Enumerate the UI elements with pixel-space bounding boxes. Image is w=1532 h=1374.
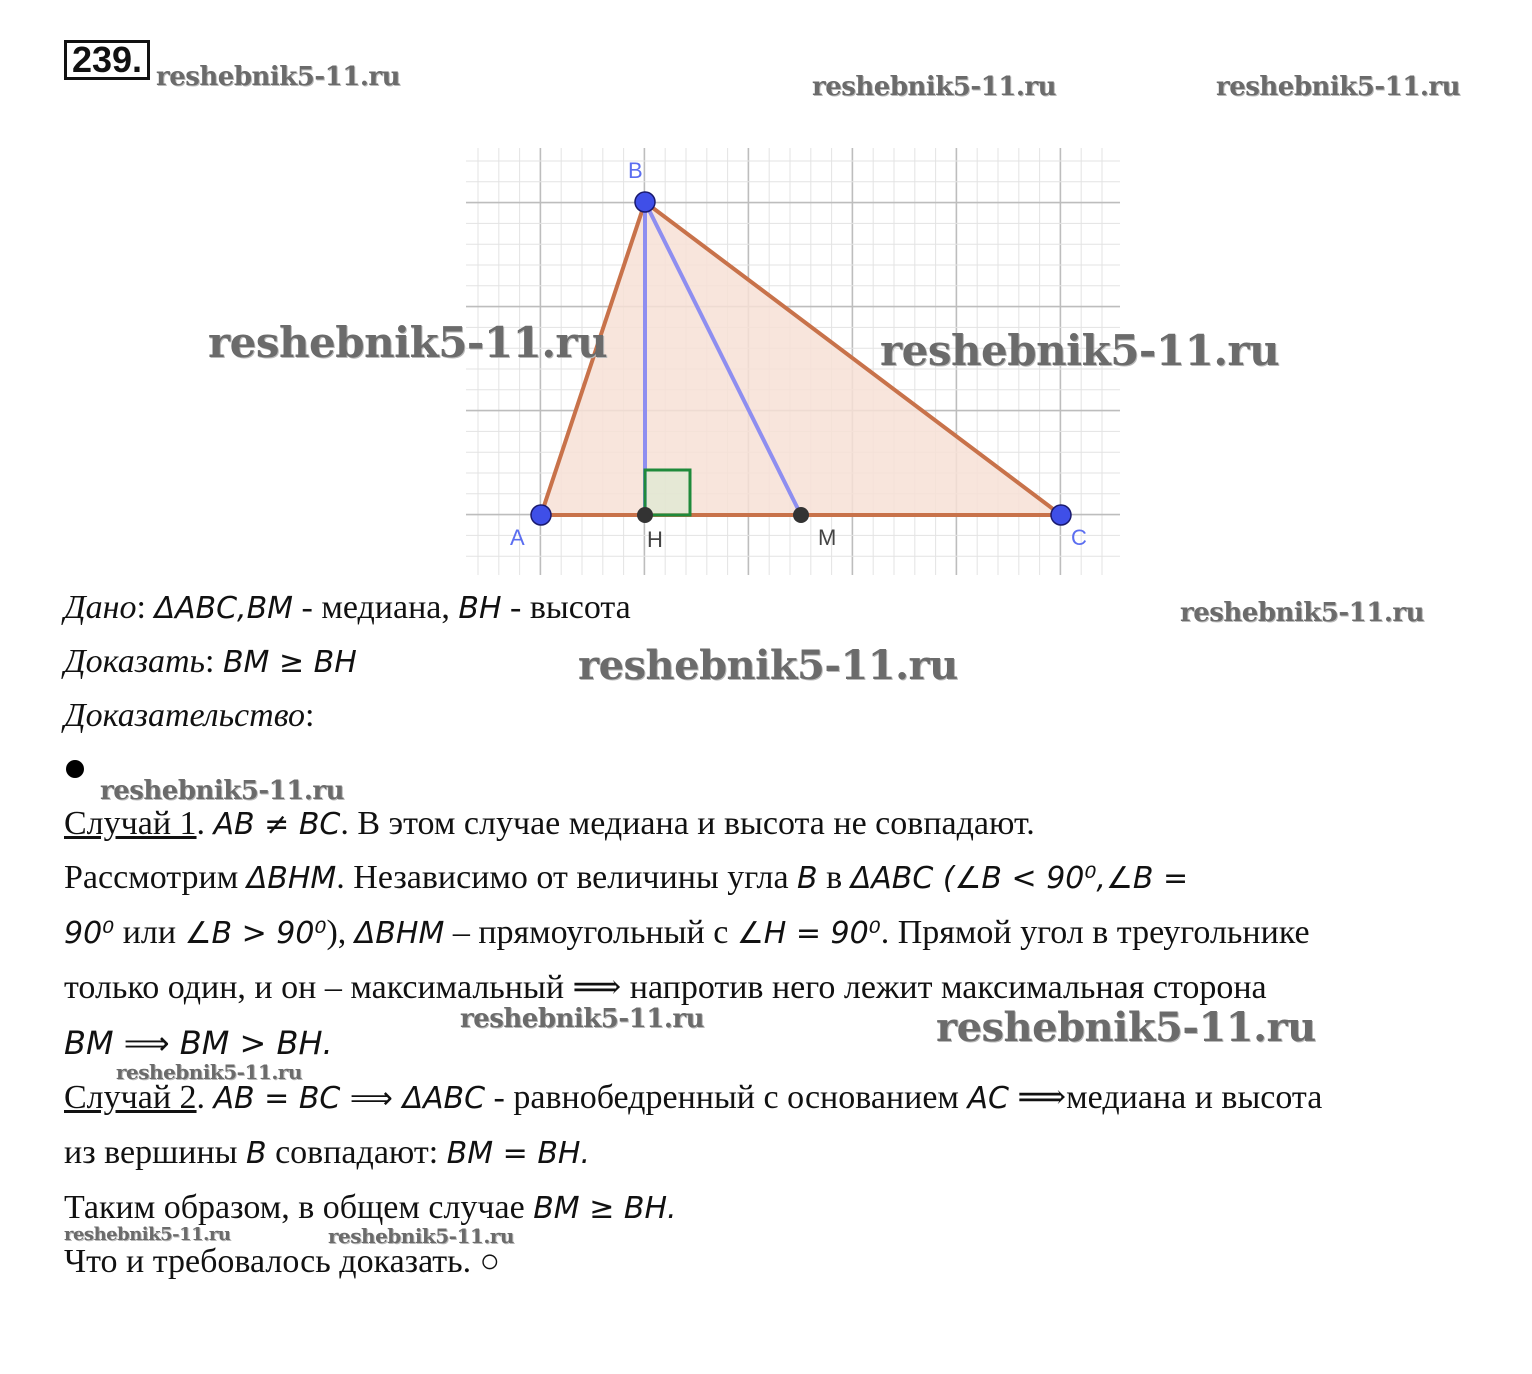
watermark: reshebnik5-11.ru (64, 1224, 231, 1245)
case1-title: Случай 1 (64, 805, 197, 842)
watermark: reshebnik5-11.ru (1180, 598, 1425, 628)
point-h (637, 507, 653, 523)
given-line: Дано: ΔABC,BM - медиана, BH - высота (64, 589, 631, 626)
case1-line3: 90⁰ или ∠B > 90⁰), ΔBHM – прямоугольный с ∠H = 90⁰. Прямой угол в треугольнике (64, 914, 1310, 951)
label-b: B (628, 158, 643, 183)
given-label: Дано (64, 589, 137, 626)
watermark: reshebnik5-11.ru (100, 776, 345, 806)
watermark: reshebnik5-11.ru (208, 318, 608, 367)
case2-title: Случай 2 (64, 1079, 197, 1116)
case1-line5: BM ⟹ BM > BH. (64, 1024, 333, 1062)
watermark: reshebnik5-11.ru (936, 1004, 1316, 1051)
point-a (531, 505, 551, 525)
case2-line1: Случай 2. AB = BC ⟹ ΔABC - равнобедренный с основанием AC ⟹медиана и высота (64, 1079, 1323, 1116)
watermark: reshebnik5-11.ru (880, 326, 1280, 375)
point-c (1051, 505, 1071, 525)
label-h: H (647, 527, 663, 552)
label-m: M (818, 525, 837, 550)
proof-line: Доказательство: (64, 697, 315, 734)
qed-line: Что и требовалось доказать. ○ (64, 1243, 501, 1280)
watermark: reshebnik5-11.ru (460, 1004, 705, 1034)
point-m (793, 507, 809, 523)
label-a: A (510, 525, 525, 550)
watermark: reshebnik5-11.ru (812, 72, 1057, 102)
watermark: reshebnik5-11.ru (156, 62, 401, 92)
watermark: reshebnik5-11.ru (1216, 72, 1461, 102)
proof-label: Доказательство (64, 697, 306, 734)
case1-line1: Случай 1. AB ≠ BC. В этом случае медиана и высота не совпадают. (64, 805, 1035, 842)
triangle-figure (0, 0, 1532, 600)
point-b (635, 192, 655, 212)
prove-line: Доказать: BM ≥ BH (64, 643, 357, 680)
watermark: reshebnik5-11.ru (578, 642, 958, 689)
case1-line4: только один, и он – максимальный ⟹ напротив него лежит максимальная сторона (64, 969, 1267, 1006)
watermark: reshebnik5-11.ru (328, 1224, 514, 1248)
prove-label: Доказать (64, 643, 205, 680)
right-angle-mark (645, 470, 690, 515)
bullet-point (66, 760, 84, 778)
case2-line2: из вершины B совпадают: BM = BH. (64, 1134, 591, 1171)
case1-line2: Рассмотрим ΔBHM. Независимо от величины угла B в ΔABC (∠B < 90⁰,∠B = (64, 859, 1189, 896)
conclusion-line: Таким образом, в общем случае BM ≥ BH. (64, 1189, 677, 1226)
watermark: reshebnik5-11.ru (116, 1060, 302, 1084)
problem-number: 239. (64, 40, 150, 80)
label-c: C (1071, 525, 1087, 550)
